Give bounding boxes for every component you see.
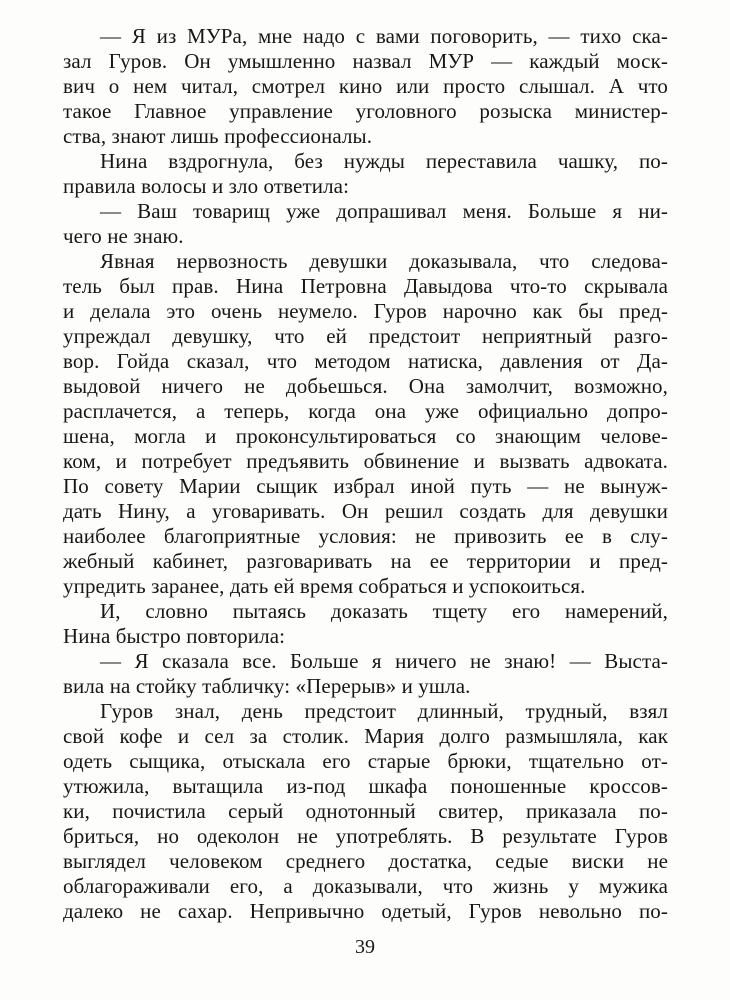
text-line: — Ваш товарищ уже допрашивал меня. Больше я ни- xyxy=(100,199,668,223)
text-line: зал Гуров. Он умышленно назвал МУР — каждый моск- xyxy=(63,49,668,73)
page-text xyxy=(63,24,668,924)
text-line: чего не знаю. xyxy=(63,224,184,248)
paragraph xyxy=(63,699,668,924)
text-line: Нина быстро повторила: xyxy=(63,624,286,648)
text-line: выглядел человеком среднего достатка, седые виски не xyxy=(63,849,668,873)
page-number: 39 xyxy=(355,936,375,958)
text-line: — Я сказала все. Больше я ничего не знаю! — Выста- xyxy=(100,649,668,673)
text-line: выдовой ничего не добьешься. Она замолчит, возможно, xyxy=(63,374,668,398)
text-line: вор. Гойда сказал, что методом натиска, давления от Да- xyxy=(63,349,668,373)
text-line: шена, могла и проконсультироваться со знающим челове- xyxy=(63,424,668,448)
text-line: — Я из МУРа, мне надо с вами поговорить, — тихо ска- xyxy=(100,24,668,48)
text-line: утюжила, вытащила из-под шкафа поношенные кроссов- xyxy=(63,774,668,798)
paragraph xyxy=(63,199,668,249)
text-line: упреждал девушку, что ей предстоит неприятный разго- xyxy=(63,324,668,348)
text-line: далеко не сахар. Непривычно одетый, Гуров невольно по- xyxy=(63,899,668,923)
text-line: и делала это очень неумело. Гуров нарочно как бы пред- xyxy=(63,299,668,323)
text-line: одеть сыщика, отыскала его старые брюки, тщательно от- xyxy=(63,749,668,773)
paragraph xyxy=(63,249,668,599)
text-line: Нина вздрогнула, без нужды переставила чашку, по- xyxy=(100,149,668,173)
text-line: вила на стойку табличку: «Перерыв» и ушла. xyxy=(63,674,471,698)
text-line: жебный кабинет, разговаривать на ее территории и пред- xyxy=(63,549,668,573)
text-line: наиболее благоприятные условия: не привозить ее в слу- xyxy=(63,524,668,548)
text-line: Явная нервозность девушки доказывала, что следова- xyxy=(100,249,668,273)
text-line: ком, и потребует предъявить обвинение и вызвать адвоката. xyxy=(63,449,668,473)
text-line: бриться, но одеколон не употреблять. В результате Гуров xyxy=(63,824,668,848)
paragraph xyxy=(63,149,668,199)
text-line: дать Нину, а уговаривать. Он решил создать для девушки xyxy=(63,499,668,523)
text-line: тель был прав. Нина Петровна Давыдова что-то скрывала xyxy=(63,274,668,298)
text-line: такое Главное управление уголовного розыска министер- xyxy=(63,99,668,123)
text-line: ки, почистила серый однотонный свитер, приказала по- xyxy=(63,799,668,823)
text-line: Гуров знал, день предстоит длинный, трудный, взял xyxy=(100,699,668,723)
text-line: И, словно пытаясь доказать тщету его намерений, xyxy=(100,599,668,623)
text-line: вич о нем читал, смотрел кино или просто слышал. А что xyxy=(63,74,668,98)
text-line: облагораживали его, а доказывали, что жизнь у мужика xyxy=(63,874,668,898)
text-line: ства, знают лишь профессионалы. xyxy=(63,124,373,148)
text-line: расплачется, а теперь, когда она уже официально допро- xyxy=(63,399,668,423)
paragraph xyxy=(63,649,668,699)
text-line: упредить заранее, дать ей время собраться и успокоиться. xyxy=(63,574,586,598)
paragraph xyxy=(63,24,668,149)
text-line: свой кофе и сел за столик. Мария долго размышляла, как xyxy=(63,724,668,748)
text-line: По совету Марии сыщик избрал иной путь — не вынуж- xyxy=(63,474,668,498)
text-line: правила волосы и зло ответила: xyxy=(63,174,350,198)
paragraph xyxy=(63,599,668,649)
